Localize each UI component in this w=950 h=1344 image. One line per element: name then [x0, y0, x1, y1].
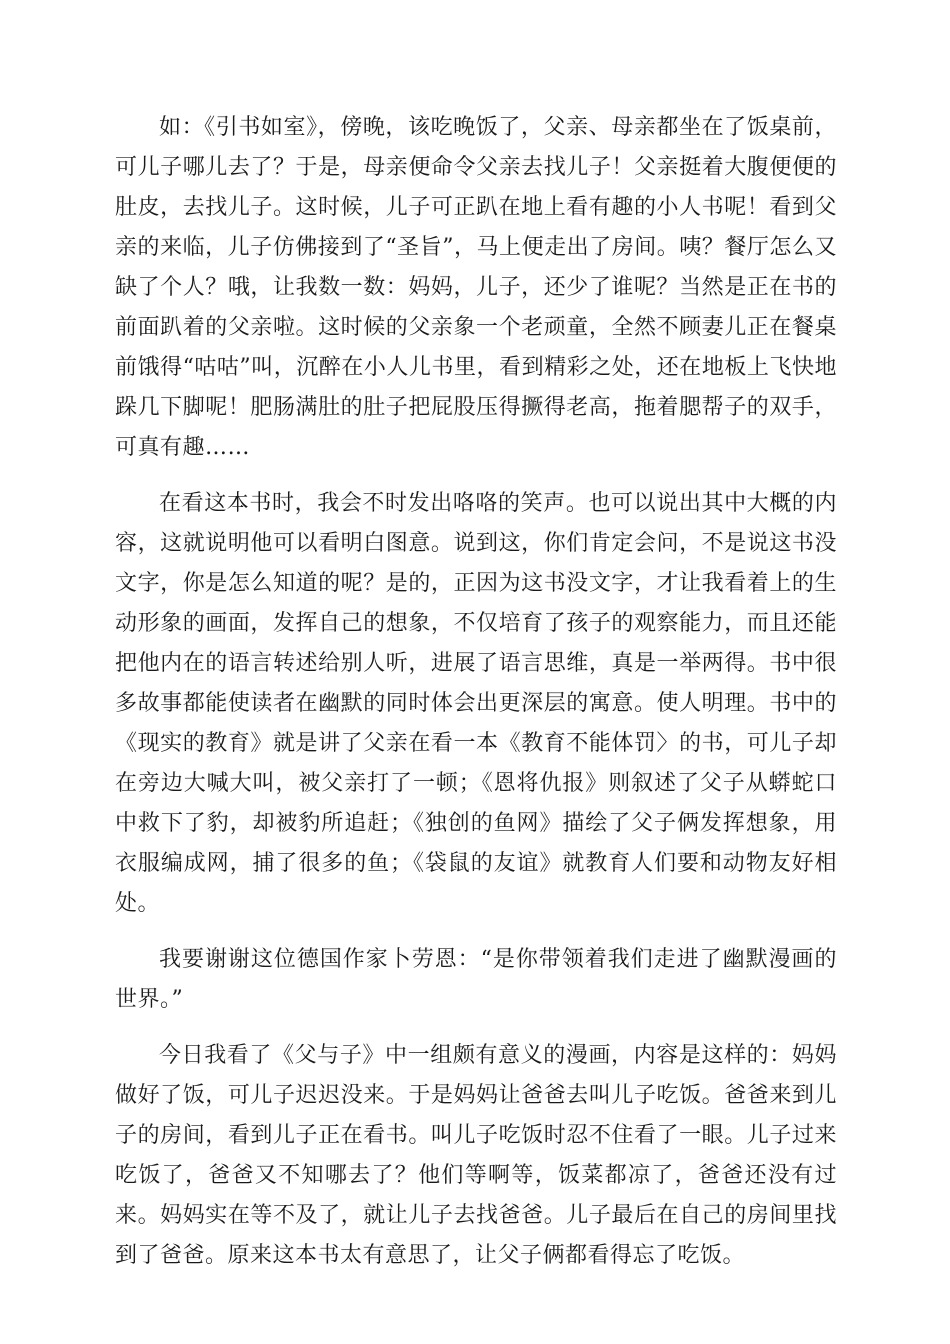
paragraph-comic-summary: 今日我看了《父与子》中一组颇有意义的漫画，内容是这样的：妈妈做好了饭，可儿子迟迟没来。于是妈妈让爸爸去叫儿子吃饭。爸爸来到儿子的房间，看到儿子正在看书。叫儿子吃饭时忍不住看了一眼。儿子过来吃饭了，爸爸又不知哪去了？他们等啊等，饭菜都凉了，爸爸还没有过来。妈妈实在等不及了，就让儿子去找爸爸。儿子最后在自己的房间里找到了爸爸。原来这本书太有意思了，让父子俩都看得忘了吃饭。	[115, 1043, 837, 1268]
paragraph-thanks-author: 我要谢谢这位德国作家卜劳恩：“是你带领着我们走进了幽默漫画的世界。”	[115, 947, 837, 1012]
paragraph-story-example: 如：《引书如室》，傍晚，该吃晚饭了，父亲、母亲都坐在了饭桌前，可儿子哪儿去了？于是，母亲便命令父亲去找儿子！父亲挺着大腹便便的肚皮，去找儿子。这时候，儿子可正趴在地上看有趣的小人书呢！看到父亲的来临，儿子仿佛接到了“圣旨”，马上便走出了房间。咦？餐厅怎么又缺了个人？哦，让我数一数：妈妈，儿子，还少了谁呢？当然是正在书的前面趴着的父亲啦。这时候的父亲象一个老顽童，全然不顾妻儿正在餐桌前饿得“咕咕”叫，沉醉在小人儿书里，看到精彩之处，还在地板上飞快地跺几下脚呢！肥肠满肚的肚子把屁股压得撅得老高，拖着腮帮子的双手，可真有趣……	[115, 115, 837, 460]
paragraph-reading-reflection: 在看这本书时，我会不时发出咯咯的笑声。也可以说出其中大概的内容，这就说明他可以看明白图意。说到这，你们肯定会问，不是说这书没文字，你是怎么知道的呢？是的，正因为这书没文字，才让我看着上的生动形象的画面，发挥自己的想象，不仅培育了孩子的观察能力，而且还能把他内在的语言转述给别人听，进展了语言思维，真是一举两得。书中很多故事都能使读者在幽默的同时体会出更深层的寓意。使人明理。书中的《现实的教育》就是讲了父亲在看一本《教育不能体罚〉的书，可儿子却在旁边大喊大叫，被父亲打了一顿；《恩将仇报》则叙述了父子从蟒蛇口中救下了豹，却被豹所追赶；《独创的鱼网》描绘了父子俩发挥想象，用衣服编成网，捕了很多的鱼；《袋鼠的友谊》就教育人们要和动物友好相处。	[115, 491, 837, 916]
document-body	[115, 108, 837, 1292]
